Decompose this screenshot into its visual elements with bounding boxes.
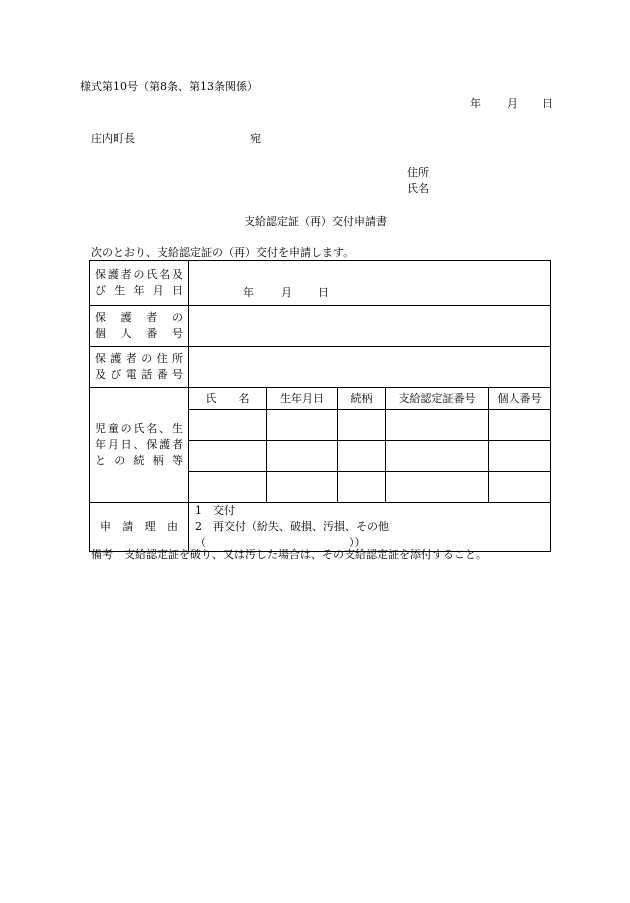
addressee-name: 庄内町長: [91, 132, 135, 145]
reason-label: 申請理由: [90, 503, 189, 552]
date-month: 月: [507, 97, 518, 110]
child-birthdate-cell[interactable]: [267, 410, 338, 441]
guardian-address-label: 保護者の住所 及び電話番号: [90, 347, 189, 388]
date-day: 日: [542, 97, 553, 110]
guardian-number-row: [90, 306, 551, 347]
child-certificate-cell[interactable]: [386, 472, 489, 503]
children-header-row: [90, 388, 551, 410]
reason-option-issue[interactable]: 1 交付: [195, 504, 235, 517]
child-birthdate-cell[interactable]: [267, 441, 338, 472]
child-personal-number-cell[interactable]: [489, 472, 551, 503]
birth-year-label: 年: [243, 286, 254, 299]
guardian-name-label: 保護者の氏名及 び生年月日: [90, 261, 189, 306]
child-relationship-cell[interactable]: [338, 410, 386, 441]
addressee-suffix: 宛: [250, 132, 261, 145]
applicant-address-label: 住所: [407, 166, 429, 179]
child-name-cell[interactable]: [189, 410, 267, 441]
date-year: 年: [470, 97, 481, 110]
birth-month-label: 月: [281, 286, 292, 299]
child-relationship-cell[interactable]: [338, 472, 386, 503]
form-number: 様式第10号（第8条、第13条関係）: [80, 80, 258, 93]
children-label: 児童の氏名、生 年月日、保護者 との続柄等: [90, 388, 189, 503]
guardian-birthdate-field[interactable]: [189, 261, 551, 306]
reason-row: [90, 503, 551, 552]
col-relationship: 続柄: [338, 388, 386, 410]
reason-option-reissue[interactable]: 2 再交付（紛失、破損、汚損、その他（ ））: [195, 519, 389, 549]
birth-day-label: 日: [318, 286, 329, 299]
col-personal-number: 個人番号: [489, 388, 551, 410]
child-personal-number-cell[interactable]: [489, 441, 551, 472]
guardian-name-row: [90, 261, 551, 306]
applicant-name-label: 氏名: [407, 182, 429, 195]
child-personal-number-cell[interactable]: [489, 410, 551, 441]
child-relationship-cell[interactable]: [338, 441, 386, 472]
intro-text: 次のとおり、支給認定証の（再）交付を申請します。: [91, 246, 355, 259]
col-child-name: 氏 名: [189, 388, 267, 410]
col-certificate-number: 支給認定証番号: [386, 388, 489, 410]
application-table: [89, 260, 551, 552]
guardian-number-field[interactable]: [189, 306, 551, 347]
child-certificate-cell[interactable]: [386, 410, 489, 441]
col-child-birthdate: 生年月日: [267, 388, 338, 410]
guardian-address-field[interactable]: [189, 347, 551, 388]
form-title: 支給認定証（再）交付申請書: [244, 215, 387, 228]
child-certificate-cell[interactable]: [386, 441, 489, 472]
child-name-cell[interactable]: [189, 472, 267, 503]
remarks-note: 備考 支給認定証を破り、又は汚した場合は、その支給認定証を添付すること。: [91, 548, 487, 561]
guardian-address-row: [90, 347, 551, 388]
child-name-cell[interactable]: [189, 441, 267, 472]
guardian-number-label: 保護者の 個人番号: [90, 306, 189, 347]
reason-options: [189, 503, 551, 552]
child-birthdate-cell[interactable]: [267, 472, 338, 503]
